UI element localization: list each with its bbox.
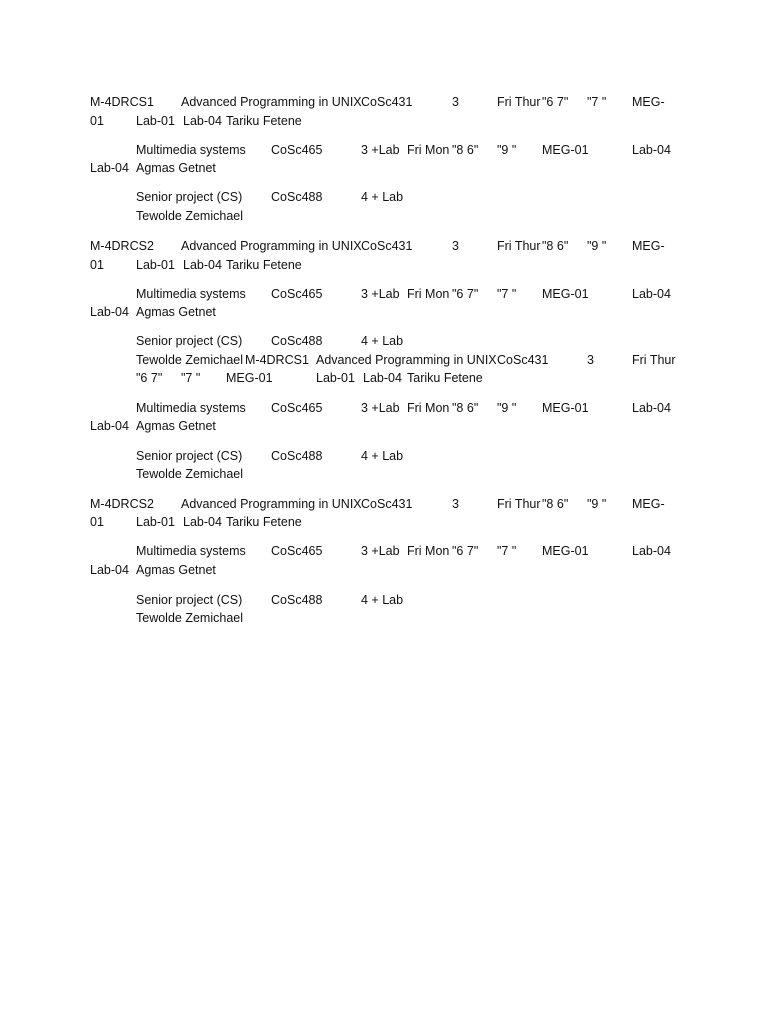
credit-hours: 3 +Lab (361, 401, 400, 415)
text-line (0, 496, 768, 512)
periods: "8 6" (452, 143, 479, 157)
text-line (0, 304, 768, 320)
lab-room-alt: Lab-04 (90, 305, 129, 319)
course-title: Multimedia systems (136, 287, 246, 301)
periods-alt: "9 " (587, 497, 607, 511)
text-line (0, 592, 768, 608)
course-code: CoSc465 (271, 287, 323, 301)
text-line (0, 286, 768, 302)
lab-room-alt: Lab-04 (90, 419, 129, 433)
room-cont: 01 (90, 114, 104, 128)
periods: "6 7" (452, 544, 479, 558)
periods-alt: "7 " (497, 544, 517, 558)
periods-alt: "9 " (497, 401, 517, 415)
credit-hours: 3 +Lab (361, 544, 400, 558)
days: Fri Thur (497, 497, 541, 511)
course-title: Advanced Programming in UNIX (316, 353, 497, 367)
room: MEG-01 (542, 143, 589, 157)
periods-alt: "7 " (181, 371, 201, 385)
course-title: Advanced Programming in UNIX (181, 497, 362, 511)
lab-room: Lab-04 (632, 401, 671, 415)
credit-hours: 4 + Lab (361, 334, 404, 348)
text-line (0, 333, 768, 349)
course-title: Advanced Programming in UNIX (181, 95, 362, 109)
text-line (0, 543, 768, 559)
text-line (0, 94, 768, 110)
course-title: Senior project (CS) (136, 190, 243, 204)
lab-room: Lab-01 (136, 258, 175, 272)
credit-hours: 4 + Lab (361, 593, 404, 607)
credit-hours: 4 + Lab (361, 449, 404, 463)
instructor: Tewolde Zemichael (136, 209, 243, 223)
credit-hours: 3 (452, 497, 459, 511)
text-line (0, 370, 768, 386)
text-line (0, 610, 768, 626)
lab-room: Lab-01 (136, 114, 175, 128)
room: MEG-01 (226, 371, 273, 385)
course-code: CoSc431 (361, 95, 413, 109)
periods-alt: "7 " (587, 95, 607, 109)
course-title: Senior project (CS) (136, 593, 243, 607)
section-code: M-4DRCS1 (245, 353, 309, 367)
room: MEG-01 (542, 287, 589, 301)
text-line (0, 238, 768, 254)
instructor: Agmas Getnet (136, 305, 216, 319)
course-code: CoSc431 (361, 497, 413, 511)
periods: "6 7" (136, 371, 163, 385)
credit-hours: 3 (452, 239, 459, 253)
text-line (0, 160, 768, 176)
section-code: M-4DRCS1 (90, 95, 154, 109)
periods: "6 7" (542, 95, 569, 109)
course-code: CoSc488 (271, 190, 323, 204)
course-title: Advanced Programming in UNIX (181, 239, 362, 253)
text-line (0, 189, 768, 205)
days: Fri Mon (407, 401, 450, 415)
course-code: CoSc465 (271, 401, 323, 415)
text-line (0, 208, 768, 224)
days: Fri Mon (407, 544, 450, 558)
room-cont: 01 (90, 258, 104, 272)
course-code: CoSc465 (271, 544, 323, 558)
days: Fri Thur (632, 353, 676, 367)
section-code: M-4DRCS2 (90, 497, 154, 511)
room: MEG- (632, 95, 665, 109)
text-line (0, 352, 768, 368)
room: MEG-01 (542, 401, 589, 415)
text-line (0, 448, 768, 464)
instructor: Tariku Fetene (226, 515, 302, 529)
course-title: Multimedia systems (136, 544, 246, 558)
lab-room: Lab-01 (136, 515, 175, 529)
periods: "8 6" (542, 239, 569, 253)
text-line (0, 418, 768, 434)
lab-room: Lab-01 (316, 371, 355, 385)
instructor: Agmas Getnet (136, 563, 216, 577)
room: MEG- (632, 497, 665, 511)
text-line (0, 257, 768, 273)
credit-hours: 3 (452, 95, 459, 109)
course-code: CoSc431 (497, 353, 549, 367)
lab-room-alt: Lab-04 (183, 515, 222, 529)
credit-hours: 4 + Lab (361, 190, 404, 204)
text-line (0, 466, 768, 482)
periods-alt: "7 " (497, 287, 517, 301)
lab-room: Lab-04 (632, 544, 671, 558)
course-code: CoSc431 (361, 239, 413, 253)
credit-hours: 3 +Lab (361, 287, 400, 301)
instructor: Agmas Getnet (136, 161, 216, 175)
room-cont: 01 (90, 515, 104, 529)
lab-room-alt: Lab-04 (183, 258, 222, 272)
course-code: CoSc488 (271, 449, 323, 463)
room: MEG-01 (542, 544, 589, 558)
days: Fri Thur (497, 95, 541, 109)
periods: "6 7" (452, 287, 479, 301)
course-title: Senior project (CS) (136, 449, 243, 463)
text-line (0, 113, 768, 129)
text-line (0, 142, 768, 158)
course-code: CoSc488 (271, 593, 323, 607)
course-title: Multimedia systems (136, 143, 246, 157)
days: Fri Mon (407, 287, 450, 301)
instructor: Tariku Fetene (226, 258, 302, 272)
lab-room: Lab-04 (632, 143, 671, 157)
periods: "8 6" (542, 497, 569, 511)
periods-alt: "9 " (497, 143, 517, 157)
lab-room-alt: Lab-04 (90, 563, 129, 577)
days: Fri Thur (497, 239, 541, 253)
instructor: Tariku Fetene (407, 371, 483, 385)
periods-alt: "9 " (587, 239, 607, 253)
instructor: Tariku Fetene (226, 114, 302, 128)
periods: "8 6" (452, 401, 479, 415)
credit-hours: 3 +Lab (361, 143, 400, 157)
days: Fri Mon (407, 143, 450, 157)
lab-room: Lab-04 (632, 287, 671, 301)
credit-hours: 3 (587, 353, 594, 367)
course-code: CoSc465 (271, 143, 323, 157)
lab-room-alt: Lab-04 (183, 114, 222, 128)
text-line (0, 400, 768, 416)
course-title: Multimedia systems (136, 401, 246, 415)
section-code: M-4DRCS2 (90, 239, 154, 253)
room: MEG- (632, 239, 665, 253)
instructor: Agmas Getnet (136, 419, 216, 433)
text-line (0, 562, 768, 578)
instructor: Tewolde Zemichael (136, 611, 243, 625)
instructor: Tewolde Zemichael (136, 467, 243, 481)
lab-room-alt: Lab-04 (363, 371, 402, 385)
text-line (0, 514, 768, 530)
lab-room-alt: Lab-04 (90, 161, 129, 175)
course-title: Senior project (CS) (136, 334, 243, 348)
course-code: CoSc488 (271, 334, 323, 348)
instructor: Tewolde Zemichael (136, 353, 243, 367)
